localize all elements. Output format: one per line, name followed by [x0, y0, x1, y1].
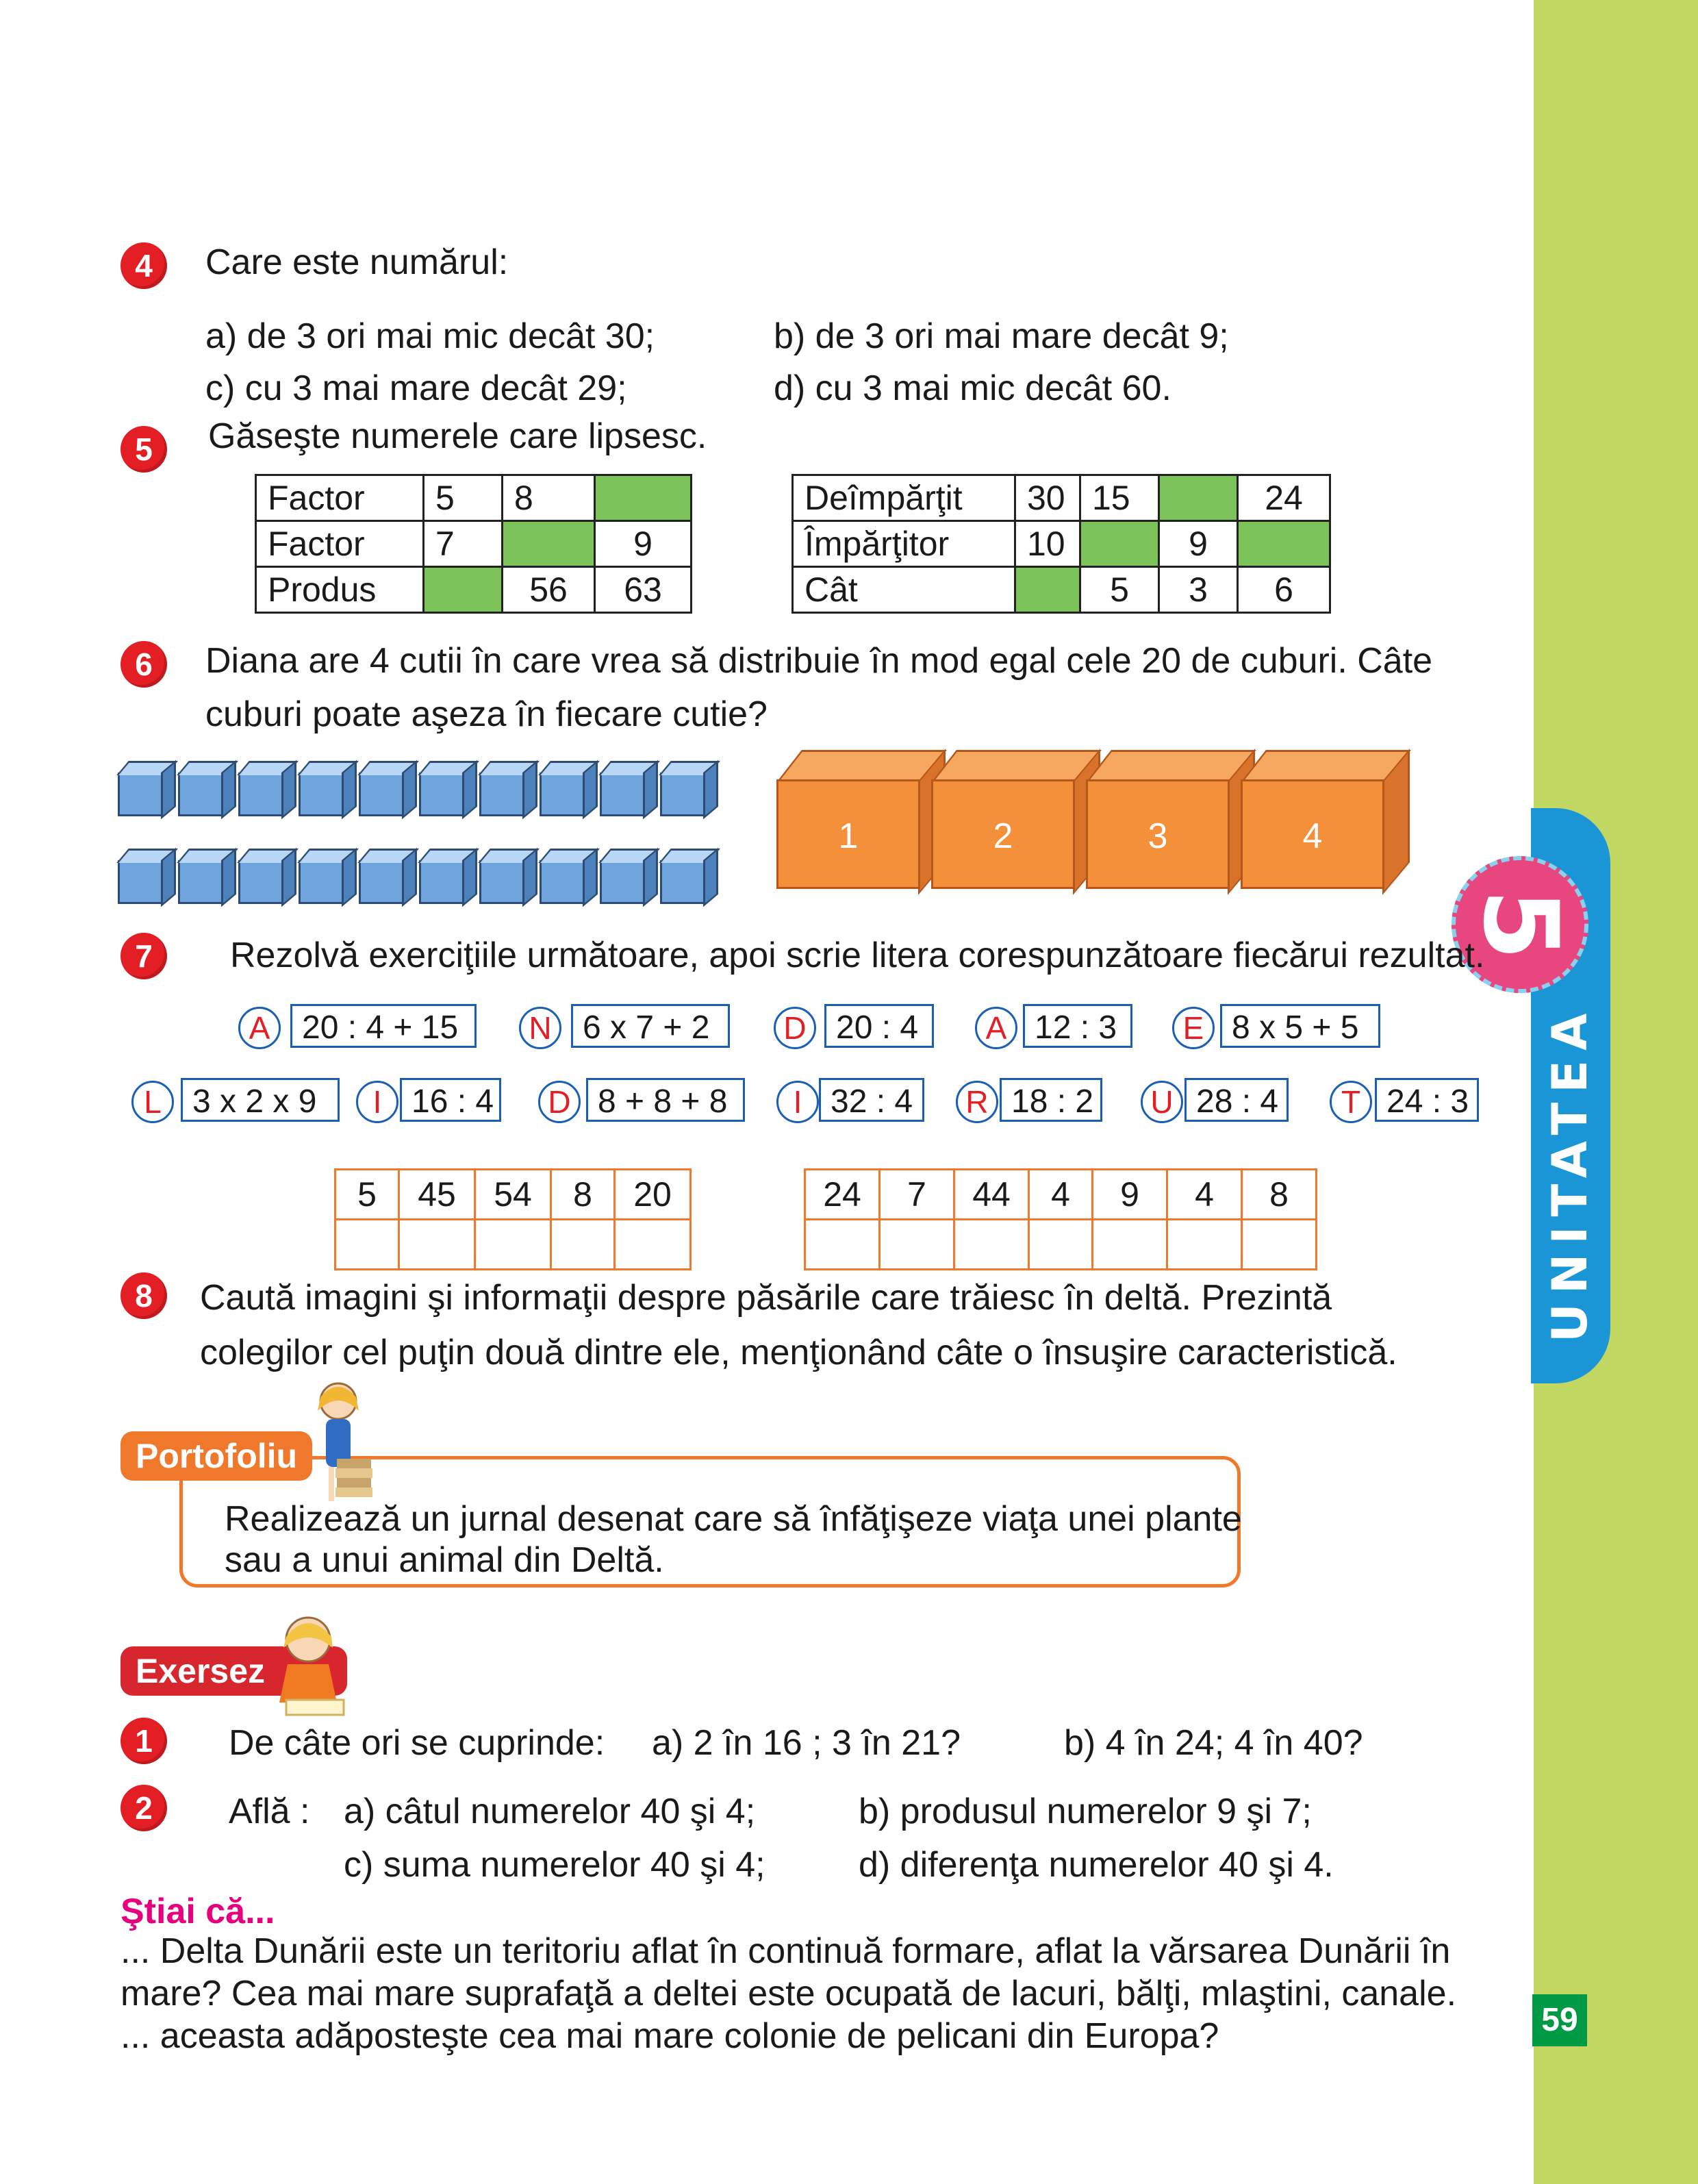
box-label: 4 — [1302, 816, 1323, 856]
cube — [118, 860, 164, 904]
letter-slot[interactable] — [551, 1220, 615, 1270]
letter-badge: U — [1141, 1081, 1183, 1123]
answer-value: 54 — [475, 1170, 551, 1220]
exercise-5-title: Găseşte numerele care lipsesc. — [208, 416, 707, 456]
exercise-5-number: 5 — [121, 426, 167, 473]
exercise-4-a: a) de 3 ori mai mic decât 30; — [205, 316, 655, 356]
cube — [540, 860, 586, 904]
answer-value: 8 — [551, 1170, 615, 1220]
letter-slot[interactable] — [1029, 1220, 1093, 1270]
exercise-4-d: d) cu 3 mai mic decât 60. — [774, 368, 1171, 408]
exersez-2-c: c) suma numerelor 40 şi 4; — [344, 1845, 765, 1885]
stiai-line3: ... aceasta adăposteşte cea mai mare colonie de pelicani din Europa? — [121, 2016, 1219, 2056]
answer-value: 44 — [954, 1170, 1029, 1220]
exercise-6-line1: Diana are 4 cutii în care vrea să distribuie în mod egal cele 20 de cuburi. Câte — [205, 641, 1433, 681]
cube — [118, 773, 164, 816]
answer-value: 7 — [880, 1170, 954, 1220]
letter-slot[interactable] — [615, 1220, 691, 1270]
portofoliu-label: Portofoliu — [121, 1431, 312, 1481]
cube — [238, 773, 285, 816]
expression-box: 8 x 5 + 5 — [1220, 1004, 1380, 1048]
table-cell: Factor — [256, 475, 424, 521]
answer-value: 24 — [805, 1170, 880, 1220]
box-1 — [776, 779, 920, 889]
letter-badge: T — [1330, 1081, 1372, 1123]
answer-value: 20 — [615, 1170, 691, 1220]
exersez-2-question: Află : — [229, 1792, 310, 1831]
expression-box: 12 : 3 — [1023, 1004, 1132, 1048]
cube — [299, 773, 345, 816]
cube — [178, 773, 225, 816]
letter-slot[interactable] — [475, 1220, 551, 1270]
box-2 — [931, 779, 1075, 889]
table-cell: 5 — [1080, 567, 1159, 613]
table-cell: 5 — [424, 475, 503, 521]
table-cell: 9 — [595, 521, 692, 567]
cube — [359, 860, 405, 904]
missing-cell[interactable] — [503, 521, 595, 567]
answer-value: 4 — [1029, 1170, 1093, 1220]
missing-cell[interactable] — [1238, 521, 1330, 567]
expression-box: 18 : 2 — [1000, 1078, 1102, 1122]
exercise-7-title: Rezolvă exerciţiile următoare, apoi scrie litera corespunzătoare fiecărui rezultat. — [230, 936, 1485, 975]
cube — [419, 860, 466, 904]
cube — [238, 860, 285, 904]
stiai-title: Ştiai că... — [121, 1892, 275, 1931]
table-cell: 30 — [1015, 475, 1080, 521]
exersez-2-number: 2 — [121, 1785, 167, 1831]
exercise-4-title: Care este numărul: — [205, 242, 509, 282]
answer-value: 4 — [1167, 1170, 1242, 1220]
letter-badge: I — [356, 1081, 398, 1123]
division-table — [791, 474, 1331, 614]
answer-table-1 — [334, 1168, 692, 1270]
cube — [660, 860, 707, 904]
table-cell: 9 — [1159, 521, 1238, 567]
missing-cell[interactable] — [1159, 475, 1238, 521]
cube — [419, 773, 466, 816]
letter-badge: A — [238, 1007, 281, 1049]
girl-with-books-illustration — [301, 1377, 377, 1514]
table-cell: 63 — [595, 567, 692, 613]
child-writing-illustration — [274, 1607, 349, 1723]
missing-cell[interactable] — [1080, 521, 1159, 567]
letter-slot[interactable] — [399, 1220, 475, 1270]
exercise-6-number: 6 — [121, 641, 167, 688]
cube — [479, 860, 526, 904]
exersez-1-b: b) 4 în 24; 4 în 40? — [1064, 1723, 1363, 1763]
exersez-1-number: 1 — [121, 1718, 167, 1764]
exercise-8-line1: Caută imagini şi informaţii despre păsările care trăiesc în deltă. Prezintă — [200, 1278, 1332, 1318]
box-3 — [1086, 779, 1230, 889]
table-cell: 56 — [503, 567, 595, 613]
unit-label: UNITATEA — [1542, 1003, 1598, 1342]
missing-cell[interactable] — [1015, 567, 1080, 613]
expression-box: 20 : 4 — [824, 1004, 934, 1048]
expression-box: 32 : 4 — [819, 1078, 924, 1122]
exersez-2-d: d) diferenţa numerelor 40 şi 4. — [859, 1845, 1334, 1885]
letter-badge: I — [776, 1081, 819, 1123]
letter-slot[interactable] — [1167, 1220, 1242, 1270]
cube — [600, 860, 646, 904]
table-cell: 24 — [1238, 475, 1330, 521]
expression-box: 20 : 4 + 15 — [290, 1004, 477, 1048]
stiai-line2: mare? Cea mai mare suprafaţă a deltei este ocupată de lacuri, bălţi, mlaştini, canale. — [121, 1974, 1457, 2013]
table-cell: Cât — [793, 567, 1015, 613]
page-number: 59 — [1532, 1994, 1587, 2046]
product-table — [255, 474, 692, 614]
exercise-4-b: b) de 3 ori mai mare decât 9; — [774, 316, 1229, 356]
letter-badge: E — [1172, 1007, 1215, 1049]
exercise-4-number: 4 — [121, 242, 167, 289]
cube — [178, 860, 225, 904]
exercise-8-line2: colegilor cel puţin două dintre ele, menţionând câte o însuşire caracteristică. — [200, 1333, 1397, 1372]
portofoliu-line2: sau a unui animal din Deltă. — [225, 1540, 664, 1580]
expression-box: 8 + 8 + 8 — [586, 1078, 745, 1122]
box-4 — [1241, 779, 1384, 889]
table-cell: Factor — [256, 521, 424, 567]
answer-table-2 — [804, 1168, 1317, 1270]
exercise-4-c: c) cu 3 mai mare decât 29; — [205, 368, 627, 408]
table-cell: Produs — [256, 567, 424, 613]
exercise-6-line2: cuburi poate aşeza în fiecare cutie? — [205, 694, 768, 734]
cube — [299, 860, 345, 904]
stiai-line1: ... Delta Dunării este un teritoriu aflat în continuă formare, aflat la vărsarea Dunării în — [121, 1931, 1451, 1971]
box-label: 1 — [838, 816, 859, 856]
cube — [540, 773, 586, 816]
cube — [660, 773, 707, 816]
letter-slot[interactable] — [805, 1220, 880, 1270]
portofoliu-line1: Realizează un jurnal desenat care să înfăţişeze viaţa unei plante — [225, 1499, 1242, 1539]
exercise-7-number: 7 — [121, 933, 167, 979]
expression-box: 16 : 4 — [400, 1078, 501, 1122]
expression-box: 3 x 2 x 9 — [181, 1078, 340, 1122]
expression-box: 28 : 4 — [1184, 1078, 1289, 1122]
table-cell: 7 — [424, 521, 503, 567]
letter-badge: D — [774, 1007, 816, 1049]
expression-box: 24 : 3 — [1375, 1078, 1479, 1122]
table-cell: 15 — [1080, 475, 1159, 521]
letter-slot[interactable] — [1242, 1220, 1317, 1270]
table-cell: 10 — [1015, 521, 1080, 567]
exersez-1-question: De câte ori se cuprinde: — [229, 1723, 605, 1763]
letter-slot[interactable] — [1093, 1220, 1167, 1270]
missing-cell[interactable] — [424, 567, 503, 613]
letter-slot[interactable] — [880, 1220, 954, 1270]
letter-badge: A — [975, 1007, 1017, 1049]
exersez-1-a: a) 2 în 16 ; 3 în 21? — [652, 1723, 961, 1763]
letter-badge: D — [538, 1081, 581, 1123]
table-cell: 6 — [1238, 567, 1330, 613]
letter-badge: N — [519, 1007, 561, 1049]
answer-value: 9 — [1093, 1170, 1167, 1220]
cube — [359, 773, 405, 816]
missing-cell[interactable] — [595, 475, 692, 521]
letter-badge: R — [956, 1081, 998, 1123]
answer-value: 8 — [1242, 1170, 1317, 1220]
letter-slot[interactable] — [954, 1220, 1029, 1270]
table-cell: Împărţitor — [793, 521, 1015, 567]
answer-value: 45 — [399, 1170, 475, 1220]
table-cell: 8 — [503, 475, 595, 521]
box-label: 3 — [1148, 816, 1168, 856]
expression-box: 6 x 7 + 2 — [571, 1004, 730, 1048]
cube — [479, 773, 526, 816]
exersez-2-a: a) câtul numerelor 40 şi 4; — [344, 1792, 756, 1831]
table-cell: 3 — [1159, 567, 1238, 613]
exercise-8-number: 8 — [121, 1272, 167, 1319]
box-label: 2 — [993, 816, 1013, 856]
letter-badge: L — [131, 1081, 174, 1123]
exersez-2-b: b) produsul numerelor 9 şi 7; — [859, 1792, 1312, 1831]
exersez-label: Exersez — [121, 1646, 347, 1696]
cube — [600, 773, 646, 816]
table-cell: Deîmpărţit — [793, 475, 1015, 521]
letter-slot[interactable] — [335, 1220, 399, 1270]
unit-number-badge: 5 — [1452, 856, 1588, 993]
answer-value: 5 — [335, 1170, 399, 1220]
